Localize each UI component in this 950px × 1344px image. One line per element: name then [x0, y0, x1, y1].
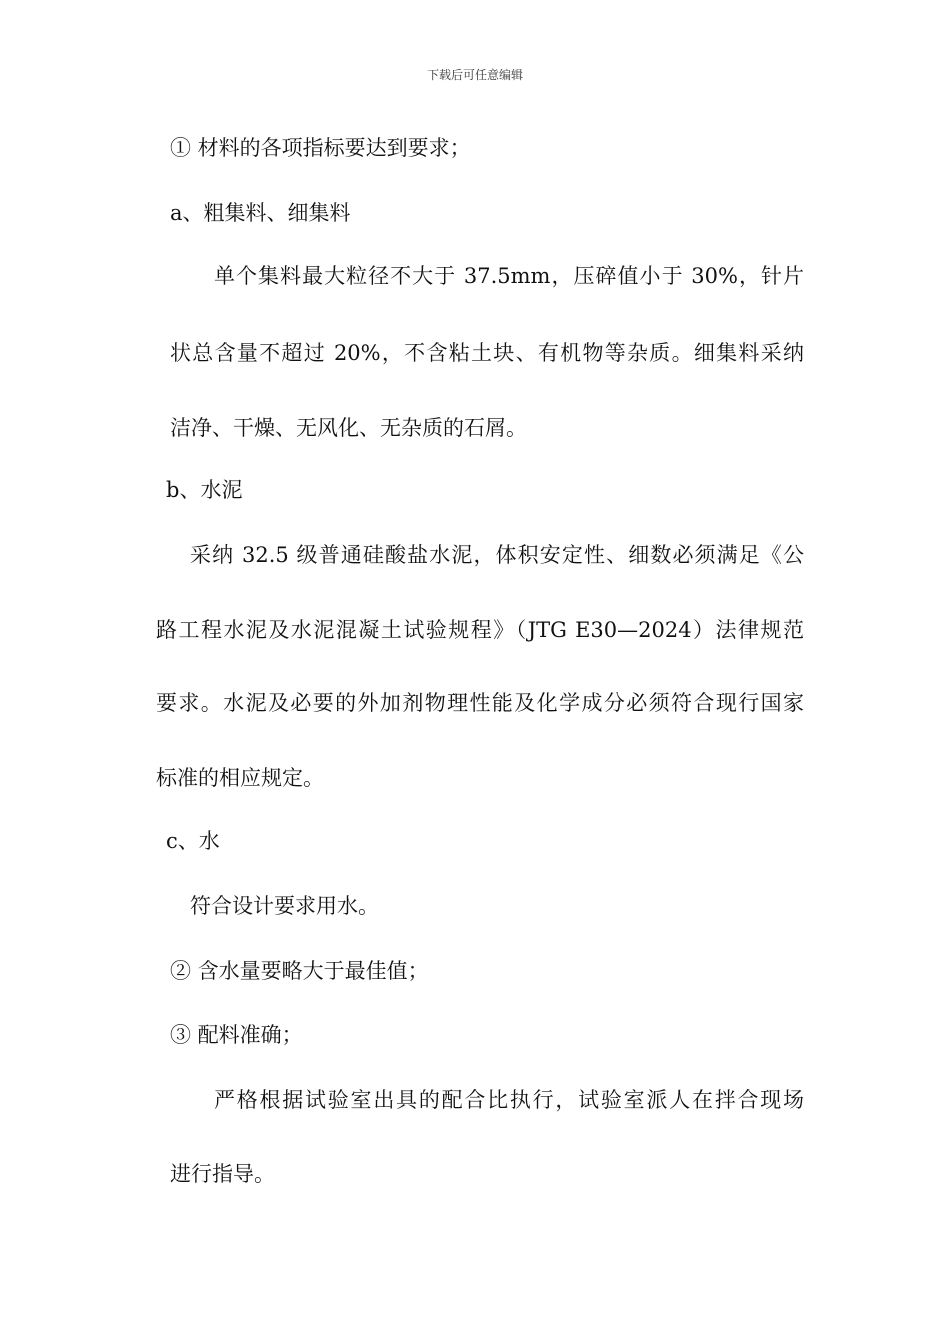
mix-paragraph-line-1: 严格根据试验室出具的配合比执行，试验室派人在拌合现场: [214, 1088, 804, 1112]
item-c-heading: c、水: [166, 829, 220, 853]
item-1-heading: ① 材料的各项指标要达到要求；: [170, 136, 471, 160]
item-a-heading: a、粗集料、细集料: [170, 201, 351, 225]
cement-paragraph-line-1: 采纳 32.5 级普通硅酸盐水泥，体积安定性、细数必须满足《公: [190, 543, 804, 567]
page-header: 下载后可任意编辑: [426, 68, 523, 82]
cement-paragraph-line-4: 标准的相应规定。: [156, 766, 324, 790]
water-paragraph: 符合设计要求用水。: [190, 894, 379, 918]
mix-paragraph-line-2: 进行指导。: [170, 1162, 275, 1186]
cement-paragraph-line-2: 路工程水泥及水泥混凝土试验规程》（JTG E30—2024）法律规范: [156, 618, 804, 642]
aggregate-paragraph-line-1: 单个集料最大粒径不大于 37.5mm，压碎值小于 30%，针片: [214, 264, 804, 288]
cement-paragraph-line-3: 要求。水泥及必要的外加剂物理性能及化学成分必须符合现行国家: [156, 691, 804, 715]
item-2-heading: ② 含水量要略大于最佳值；: [170, 959, 429, 983]
item-3-heading: ③ 配料准确；: [170, 1023, 303, 1047]
aggregate-paragraph-line-3: 洁净、干燥、无风化、无杂质的石屑。: [170, 416, 527, 440]
item-b-heading: b、水泥: [166, 478, 243, 502]
aggregate-paragraph-line-2: 状总含量不超过 20%，不含粘土块、有机物等杂质。细集料采纳: [170, 341, 804, 365]
